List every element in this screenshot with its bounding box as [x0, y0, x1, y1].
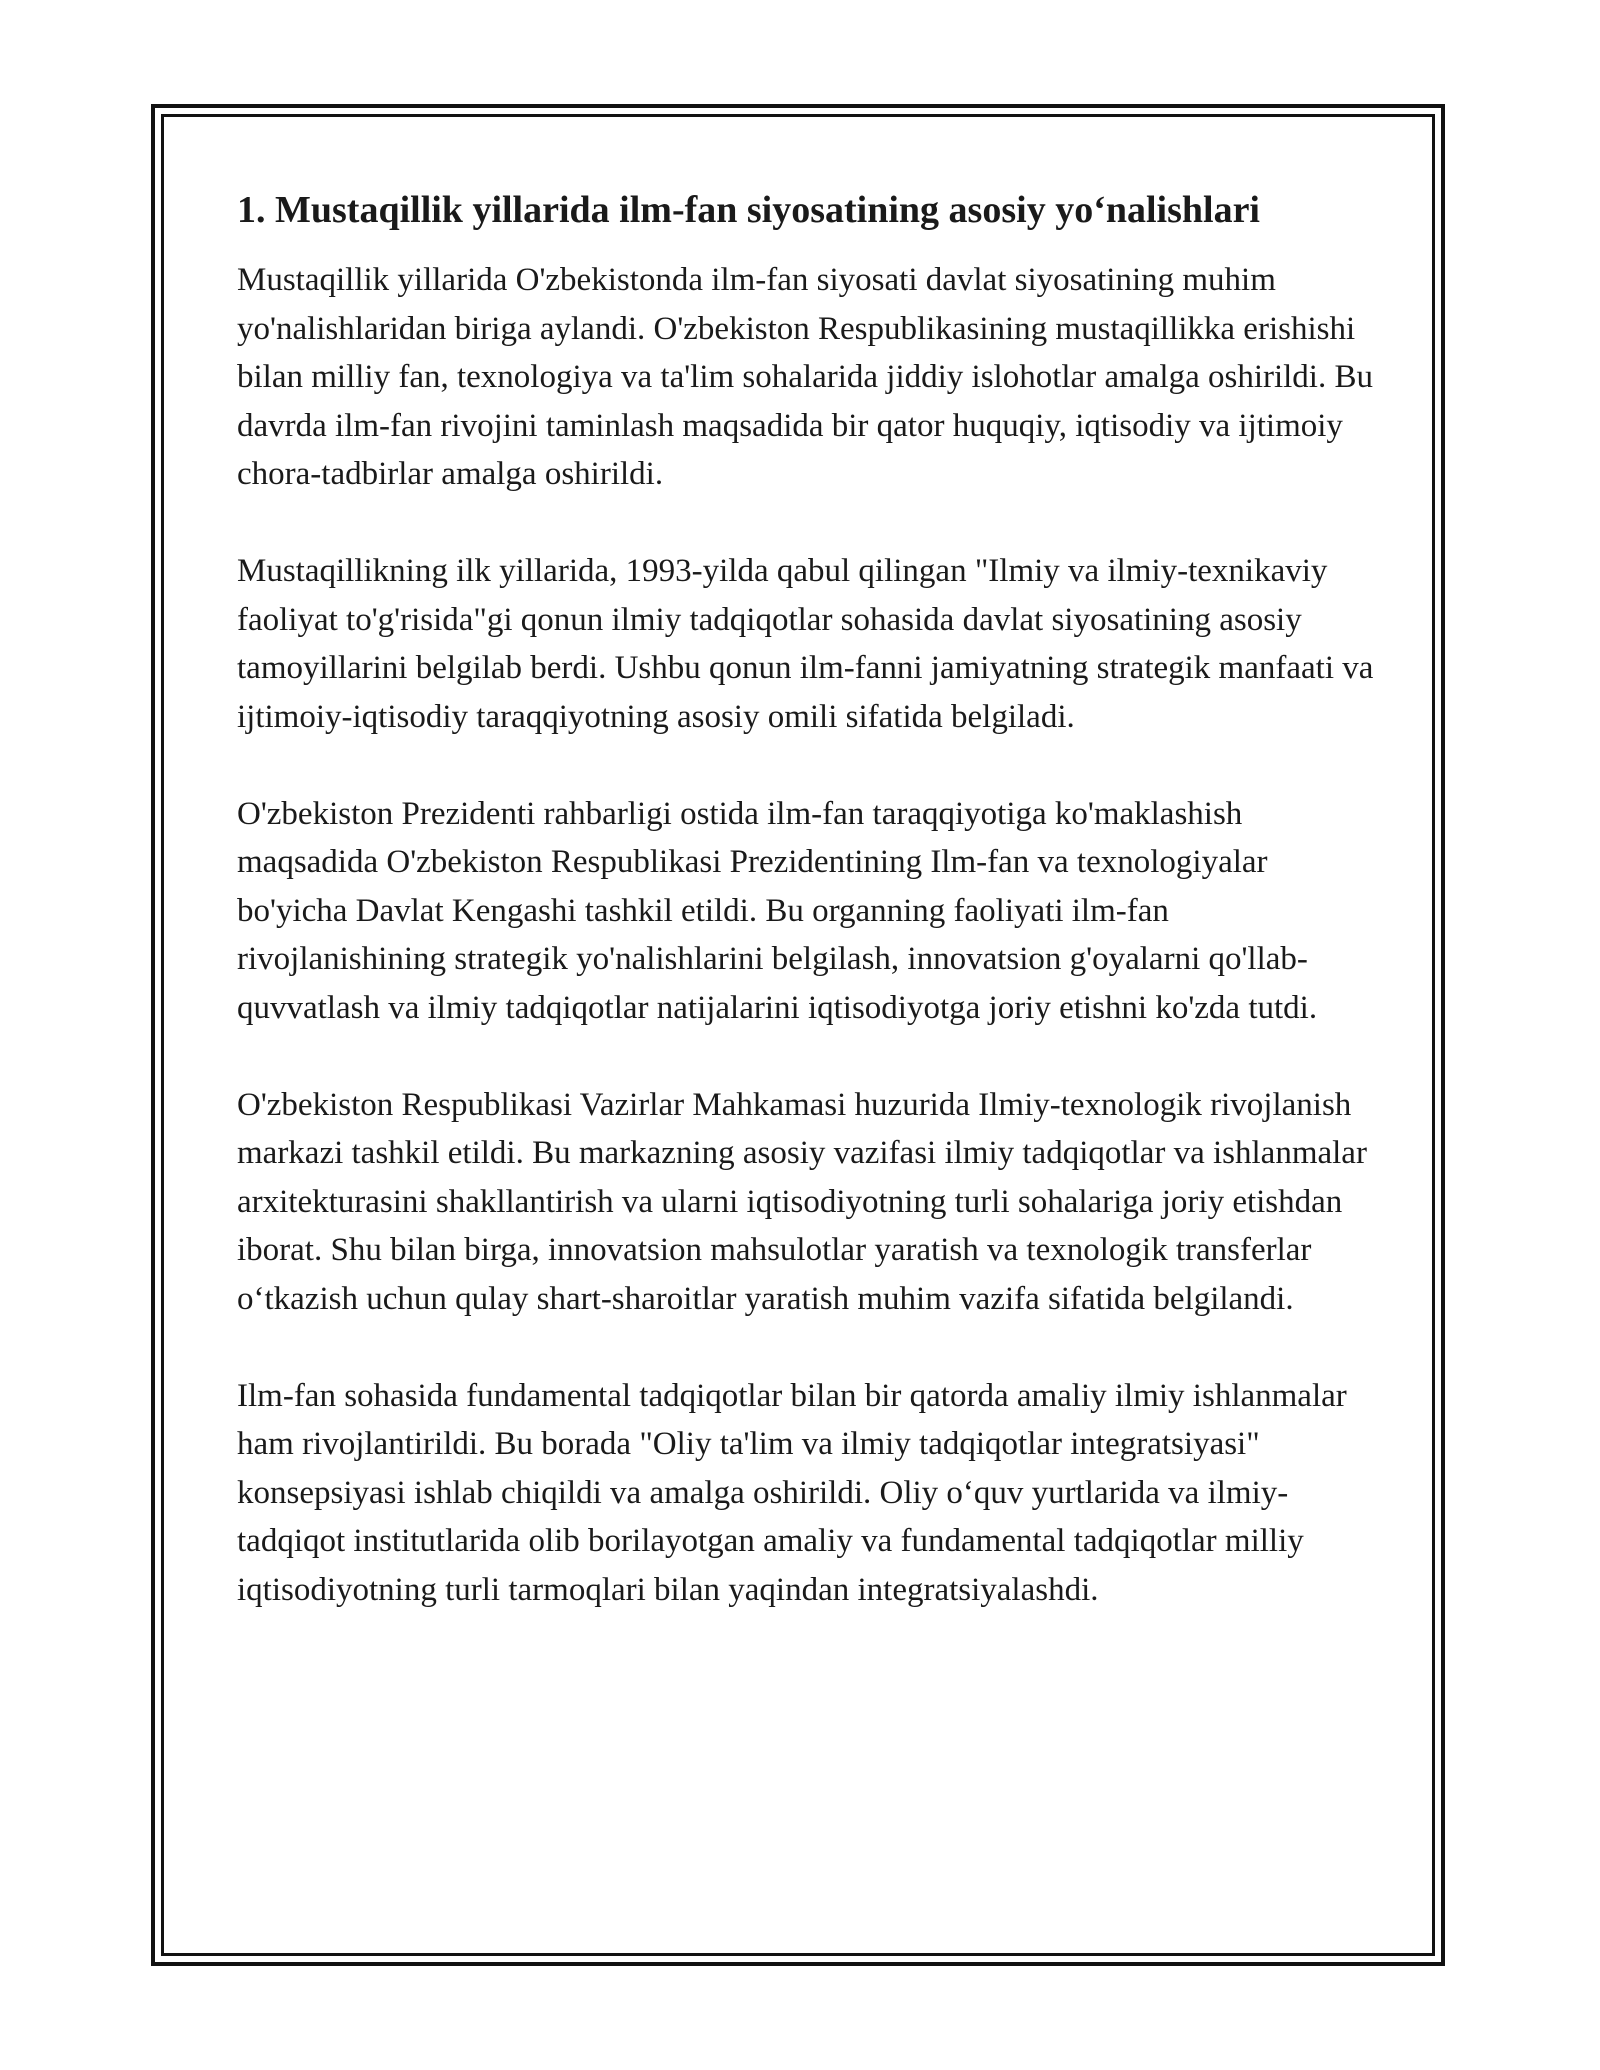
paragraph-1: Mustaqillik yillarida O'zbekistonda ilm-fan siyosati davlat siyosatining muhim yo'nalishlaridan biriga aylandi. O'zbekiston Respublikasining mustaqillikka erishishi bilan milliy fan, texnologiya va ta'lim sohalarida jiddiy islohotlar amalga oshirildi. Bu davrda ilm-fan rivojini taminlash maqsadida bir qator huquqiy, iqtisodiy va ijtimoiy chora-tadbirlar amalga oshirildi.: [237, 262, 1373, 492]
paragraph-2: Mustaqillikning ilk yillarida, 1993-yilda qabul qilingan "Ilmiy va ilmiy-texnikaviy faoliyat to'g'risida"gi qonun ilmiy tadqiqotlar sohasida davlat siyosatining asosiy tamoyillarini belgilab berdi. Ushbu qonun ilm-fanni jamiyatning strategik manfaati va ijtimoiy-iqtisodiy taraqqiyotning asosiy omili sifatida belgiladi.: [237, 553, 1374, 735]
paragraph-5: Ilm-fan sohasida fundamental tadqiqotlar bilan bir qatorda amaliy ilmiy ishlanmalar ham rivojlantirildi. Bu borada "Oliy ta'lim va ilmiy tadqiqotlar integratsiyasi" konsepsiyasi ishlab chiqildi va amalga oshirildi. Oliy o‘quv yurtlarida va ilmiy-tadqiqot institutlarida olib borilayotgan amaliy va fundamental tadqiqotlar milliy iqtisodiyotning turli tarmoqlari bilan yaqindan integratsiyalashdi.: [237, 1377, 1347, 1608]
document-content: [237, 186, 1377, 1614]
paragraph-3: O'zbekiston Prezidenti rahbarligi ostida ilm-fan taraqqiyotiga ko'maklashish maqsadida O'zbekiston Respublikasi Prezidentining Ilm-fan va texnologiyalar bo'yicha Davlat Kengashi tashkil etildi. Bu organning faoliyati ilm-fan rivojlanishining strategik yo'nalishlarini belgilash, innovatsion g'oyalarni qo'llab-quvvatlash va ilmiy tadqiqotlar natijalarini iqtisodiyotga joriy etishni ko'zda tutdi.: [237, 795, 1318, 1026]
paragraph-4: O'zbekiston Respublikasi Vazirlar Mahkamasi huzurida Ilmiy-texnologik rivojlanish markazi tashkil etildi. Bu markazning asosiy vazifasi ilmiy tadqiqotlar va ishlanmalar arxitekturasini shakllantirish va ularni iqtisodiyotning turli sohalariga joriy etishdan iborat. Shu bilan birga, innovatsion mahsulotlar yaratish va texnologik transferlar o‘tkazish uchun qulay shart-sharoitlar yaratish muhim vazifa sifatida belgilandi.: [237, 1086, 1367, 1317]
section-heading: 1. Mustaqillik yillarida ilm-fan siyosatining asosiy yo‘nalishlari: [237, 189, 1260, 231]
